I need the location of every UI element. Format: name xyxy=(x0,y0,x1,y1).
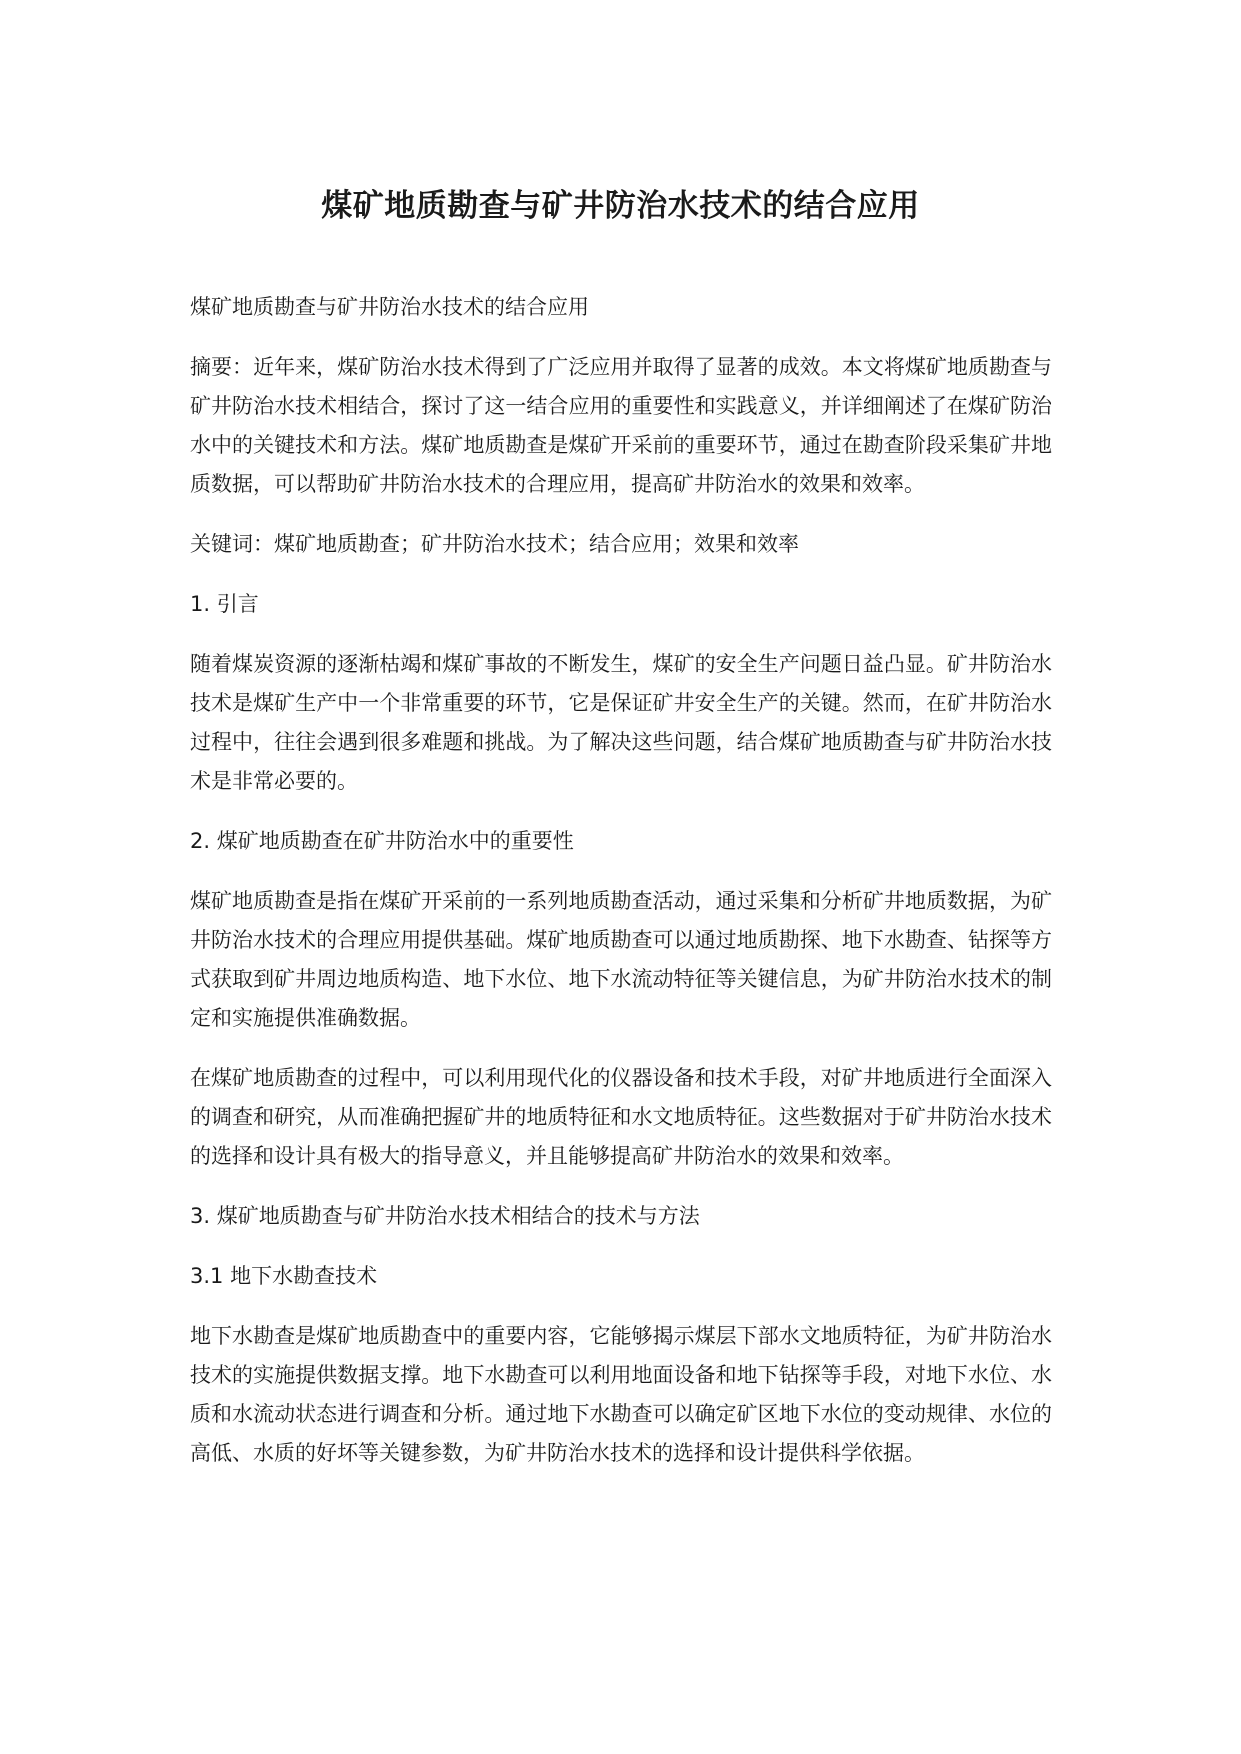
section-heading: 3. 煤矿地质勘查与矿井防治水技术相结合的技术与方法 xyxy=(190,1204,700,1228)
body-paragraph: 在煤矿地质勘查的过程中，可以利用现代化的仪器设备和技术手段，对矿井地质进行全面深入的调查和研究，从而准确把握矿井的地质特征和水文地质特征。这些数据对于矿井防治水技术的选择和设计具有极大的指导意义，并且能够提高矿井防治水的效果和效率。 xyxy=(190,1066,1052,1168)
keywords-line: 关键词：煤矿地质勘查；矿井防治水技术；结合应用；效果和效率 xyxy=(190,532,799,556)
body-paragraph: 随着煤炭资源的逐渐枯竭和煤矿事故的不断发生，煤矿的安全生产问题日益凸显。矿井防治水技术是煤矿生产中一个非常重要的环节，它是保证矿井安全生产的关键。然而，在矿井防治水过程中，往往会遇到很多难题和挑战。为了解决这些问题，结合煤矿地质勘查与矿井防治水技术是非常必要的。 xyxy=(190,652,1052,793)
subsection-heading: 3.1 地下水勘查技术 xyxy=(190,1264,378,1288)
abstract-paragraph: 摘要：近年来，煤矿防治水技术得到了广泛应用并取得了显著的成效。本文将煤矿地质勘查与矿井防治水技术相结合，探讨了这一结合应用的重要性和实践意义，并详细阐述了在煤矿防治水中的关键技术和方法。煤矿地质勘查是煤矿开采前的重要环节，通过在勘查阶段采集矿井地质数据，可以帮助矿井防治水技术的合理应用，提高矿井防治水的效果和效率。 xyxy=(190,355,1052,496)
document-subtitle: 煤矿地质勘查与矿井防治水技术的结合应用 xyxy=(190,295,589,319)
body-paragraph: 煤矿地质勘查是指在煤矿开采前的一系列地质勘查活动，通过采集和分析矿井地质数据，为矿井防治水技术的合理应用提供基础。煤矿地质勘查可以通过地质勘探、地下水勘查、钻探等方式获取到矿井周边地质构造、地下水位、地下水流动特征等关键信息，为矿井防治水技术的制定和实施提供准确数据。 xyxy=(190,889,1052,1030)
section-heading: 2. 煤矿地质勘查在矿井防治水中的重要性 xyxy=(190,829,574,853)
document-body xyxy=(190,288,1052,1494)
section-heading: 1. 引言 xyxy=(190,592,259,616)
document-title: 煤矿地质勘查与矿井防治水技术的结合应用 xyxy=(321,188,920,224)
body-paragraph: 地下水勘查是煤矿地质勘查中的重要内容，它能够揭示煤层下部水文地质特征，为矿井防治水技术的实施提供数据支撑。地下水勘查可以利用地面设备和地下钻探等手段，对地下水位、水质和水流动状态进行调查和分析。通过地下水勘查可以确定矿区地下水位的变动规律、水位的高低、水质的好坏等关键参数，为矿井防治水技术的选择和设计提供科学依据。 xyxy=(190,1324,1052,1465)
